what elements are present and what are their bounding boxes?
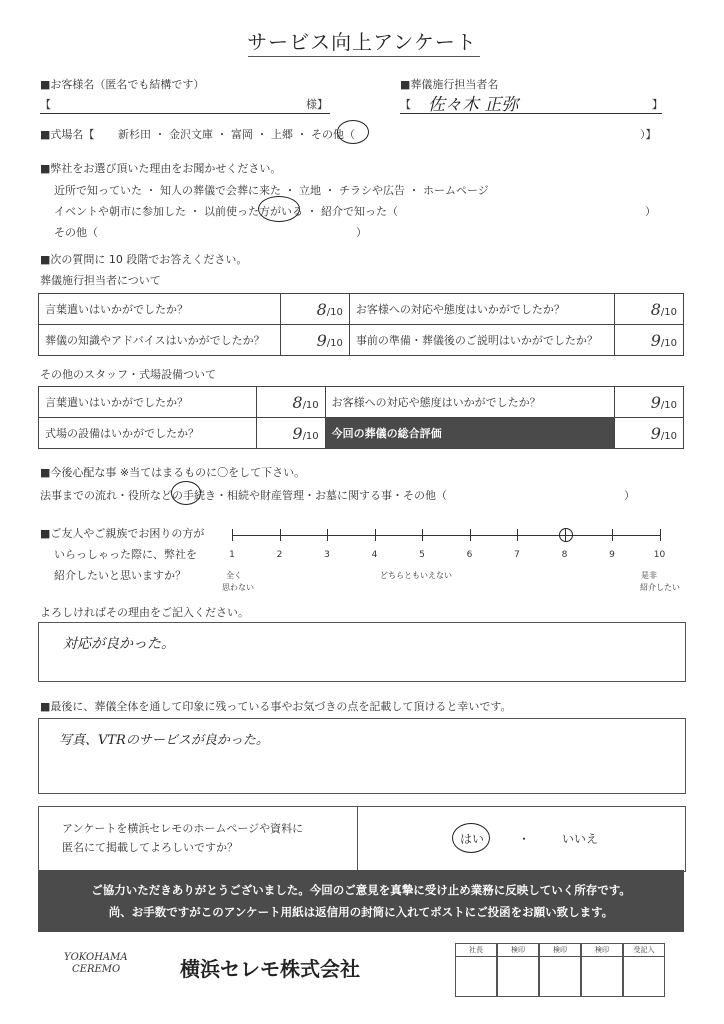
reason-selected-circle	[258, 196, 300, 222]
scale-number[interactable]: 6	[466, 550, 473, 560]
question-cell: 式場の設備はいかがでしたか？	[39, 418, 257, 449]
scale-low-label-1: 全く	[226, 571, 242, 580]
score-cell[interactable]: 9/10	[615, 387, 684, 418]
publish-divider	[357, 807, 358, 871]
staff-name-line	[400, 113, 662, 114]
question-cell: 事前の準備・葬儀後のご説明はいかがでしたか？	[349, 325, 614, 356]
question-cell: お客様への対応や態度はいかがでしたか？	[349, 294, 614, 325]
thank-you-banner	[38, 870, 684, 932]
recommend-scale-line	[232, 535, 660, 536]
stamp-box: 社長	[455, 943, 497, 997]
venue-selected-circle	[337, 120, 369, 144]
rating-intro: ■次の質問に 10 段階でお答えください。	[40, 253, 248, 266]
overall-score-cell[interactable]: 9/10	[615, 418, 684, 449]
concerns-items[interactable]: 法事までの流れ・役所などの手続き・相続や財産管理・お墓に関する事・その他（	[40, 489, 447, 502]
score-cell[interactable]: 8/10	[280, 294, 349, 325]
reason-line-3[interactable]: その他（	[54, 226, 98, 239]
score-cell[interactable]: 9/10	[256, 418, 325, 449]
table-row	[39, 325, 684, 356]
scale-tick	[612, 529, 613, 541]
score-cell[interactable]: 8/10	[615, 294, 684, 325]
table-row	[39, 294, 684, 325]
scale-tick	[232, 529, 233, 541]
scale-number[interactable]: 7	[514, 550, 520, 560]
scale-number[interactable]: 1	[229, 550, 235, 560]
customer-name-line	[40, 113, 330, 114]
publish-no[interactable]: いいえ	[562, 832, 599, 846]
staff-name-label: ■葬儀施行担当者名	[400, 78, 499, 91]
scale-high-label-2: 紹介したい	[640, 583, 680, 592]
reason-text-answer: 対応が良かった。	[63, 636, 175, 652]
impression-answer: 写真、VTRのサービスが良かった。	[59, 733, 269, 748]
customer-name-label: ■お客様名（匿名でも結構です）	[40, 78, 205, 91]
company-logo-bottom: CEREMO	[72, 964, 121, 975]
impression-label: ■最後に、葬儀全体を通して印象に残っている事やお気づきの点を記載して頂けると幸いです。	[40, 700, 512, 713]
table-row	[39, 418, 684, 449]
venue-label: ■式場名【	[40, 128, 95, 141]
score-cell[interactable]: 9/10	[615, 325, 684, 356]
title-underline	[248, 56, 480, 57]
scale-tick	[280, 529, 281, 541]
reason-text-label: よろしければその理由をご記入ください。	[40, 606, 249, 619]
publish-selected-circle	[452, 823, 490, 853]
thank-you-line-1: ご協力いただきありがとうございました。今回のご意見を真摯に受け止め業務に反映していく所存です。	[91, 883, 631, 897]
question-cell: 葬儀の知識やアドバイスはいかがでしたか？	[39, 325, 281, 356]
company-logo	[64, 952, 128, 976]
reason-line-2-close: ）	[645, 205, 656, 218]
concerns-close: ）	[624, 489, 635, 502]
staff-rating-table	[38, 293, 684, 356]
stamp-box: 検印	[497, 943, 539, 997]
scale-high-label-1: 是非	[641, 571, 657, 580]
company-logo-top: YOKOHAMA	[64, 952, 128, 963]
concerns-label: ■今後心配な事 ※当てはまるものに〇をして下さい。	[40, 466, 306, 479]
publish-separator: ・	[518, 832, 531, 846]
page-title: サービス向上アンケート	[247, 30, 477, 54]
recommend-line-1: ■ご友人やご親族でお困りの方が	[40, 527, 205, 540]
staff-bracket-open: 【	[400, 98, 411, 111]
table-row	[39, 387, 684, 418]
question-cell: お客様への対応や態度はいかがでしたか？	[325, 387, 614, 418]
reason-label: ■弊社をお選び頂いた理由をお聞かせください。	[40, 162, 282, 175]
customer-bracket-open: 【	[40, 98, 51, 111]
reason-line-2[interactable]: イベントや朝市に参加した ・ 以前使った方がいる ・ 紹介で知った（	[54, 205, 398, 218]
scale-number[interactable]: 2	[276, 550, 283, 560]
scale-mid-label: どちらともいえない	[380, 571, 452, 580]
staff-section-header: 葬儀施行担当者について	[40, 274, 161, 287]
scale-selected-marker	[559, 528, 573, 542]
overall-rating-label: 今回の葬儀の総合評価	[325, 418, 614, 449]
scale-number[interactable]: 9	[609, 550, 615, 560]
recommend-line-2: いらっしゃった際に、弊社を	[54, 548, 197, 561]
scale-number[interactable]: 10	[653, 550, 666, 560]
scale-number[interactable]: 3	[324, 550, 330, 560]
scale-number[interactable]: 4	[371, 550, 378, 560]
stamp-box: 受記入	[623, 943, 665, 997]
publish-question-2: 匿名にて掲載してよろしいですか？	[62, 841, 238, 854]
scale-number[interactable]: 5	[419, 550, 425, 560]
reason-line-1[interactable]: 近所で知っていた ・ 知人の葬儀で会葬に来た ・ 立地 ・ チラシや広告 ・ ホームページ	[54, 184, 489, 197]
scale-tick	[422, 529, 423, 541]
staff-name-value[interactable]: 佐々木 正弥	[428, 95, 519, 115]
staff-bracket-close: 】	[652, 98, 663, 111]
other-rating-table	[38, 386, 684, 449]
venue-options[interactable]: 新杉田 ・ 金沢文庫 ・ 富岡 ・ 上郷 ・ その他（	[118, 128, 355, 141]
question-cell: 言葉遣いはいかがでしたか？	[39, 387, 257, 418]
reason-line-3-close: ）	[356, 226, 367, 239]
scale-low-label-2: 思わない	[222, 583, 254, 592]
concerns-selected-circle	[171, 481, 201, 505]
scale-tick	[517, 529, 518, 541]
other-section-header: その他のスタッフ・式場設備ついて	[40, 368, 216, 381]
publish-question-1: アンケートを横浜セレモのホームページや資料に	[62, 822, 304, 835]
score-cell[interactable]: 8/10	[256, 387, 325, 418]
scale-tick	[470, 529, 471, 541]
stamp-box: 検印	[581, 943, 623, 997]
score-cell[interactable]: 9/10	[280, 325, 349, 356]
question-cell: 言葉遣いはいかがでしたか？	[39, 294, 281, 325]
company-name: 横浜セレモ株式会社	[180, 957, 360, 981]
impression-box[interactable]	[38, 718, 686, 794]
publish-yes[interactable]: はい	[460, 832, 485, 846]
stamp-box: 検印	[539, 943, 581, 997]
scale-number[interactable]: 8	[561, 550, 568, 560]
thank-you-line-2: 尚、お手数ですがこのアンケート用紙は返信用の封筒に入れてポストにご投函をお願い致します。	[108, 905, 614, 919]
scale-tick	[660, 529, 661, 541]
venue-close: ）】	[640, 128, 657, 141]
scale-tick	[327, 529, 328, 541]
reason-text-box[interactable]	[38, 622, 686, 682]
customer-suffix: 様】	[306, 98, 328, 111]
recommend-line-3: 紹介したいと思いますか？	[54, 569, 186, 582]
scale-tick	[375, 529, 376, 541]
